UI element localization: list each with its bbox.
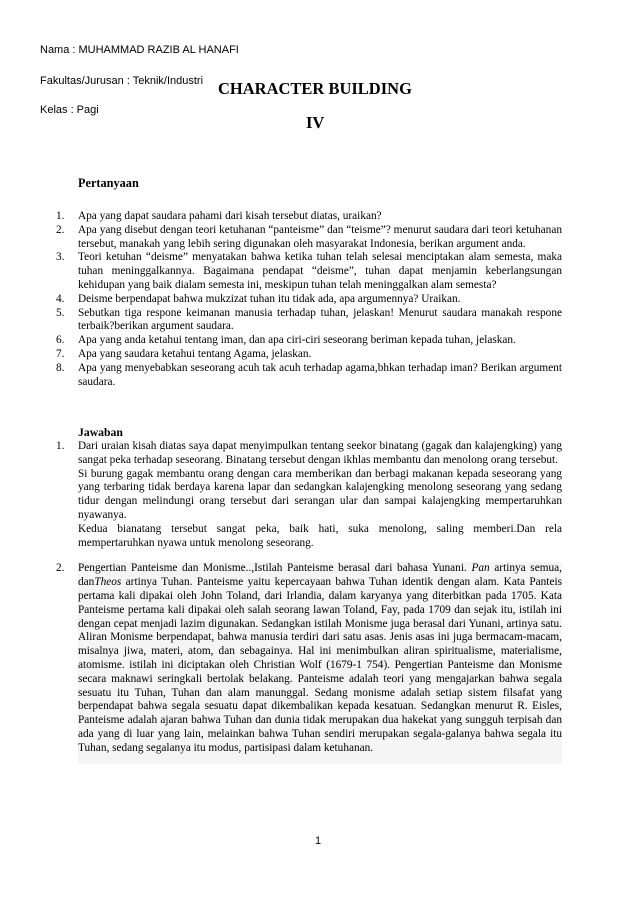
- question-item: [38, 362, 562, 390]
- answer-paragraph: [78, 562, 562, 763]
- question-item: [38, 210, 562, 224]
- question-item: [38, 348, 562, 362]
- answer-paragraph: Si burung gagak membantu orang dengan cara memberikan dan berbagi makanan kepada seseorang yang yang terbaring tidak berdaya karena lapar dan sedangkan kalajengking menolong seseorang yang sedang tidur dengan melindungi orang tersebut dari serangan ular dan sampai kalajengking mempertaruhkan nyawanya.: [78, 467, 562, 521]
- student-name: Nama : MUHAMMAD RAZIB AL HANAFI: [40, 44, 239, 56]
- answer-text: Pengertian Panteisme dan Monisme..,Istilah Panteisme berasal dari bahasa Yunani.: [78, 562, 472, 575]
- answer-paragraph: Kedua bianatang tersebut sangat peka, baik hati, suka menolong, saling memberi.Dan rela mempertaruhkan nyawa untuk menolong seseorang.: [78, 522, 562, 549]
- questions-list: [38, 210, 562, 389]
- answer-number: 1.: [56, 440, 65, 452]
- question-text: Apa yang saudara ketahui tentang Agama, jelaskan.: [78, 347, 312, 360]
- questions-heading: Pertanyaan: [78, 176, 139, 190]
- question-item: [38, 307, 562, 335]
- question-text: Sebutkan tiga respone keimanan manusia terhadap tuhan, jelaskan! Menurut saudara manakah respone terbaik?berikan argument saudara.: [78, 306, 562, 333]
- question-number: 7.: [56, 347, 65, 360]
- question-item: [38, 224, 562, 252]
- answer-term-pan: Pan: [471, 562, 490, 575]
- answers-heading: Jawaban: [78, 426, 123, 439]
- question-text: Apa yang anda ketahui tentang iman, dan apa ciri-ciri seseorang beriman kepada tuhan, jelaskan.: [78, 334, 516, 347]
- question-number: 8.: [56, 361, 65, 374]
- question-number: 2.: [56, 223, 65, 236]
- question-number: 6.: [56, 334, 65, 347]
- page-number: 1: [315, 835, 322, 847]
- answer-item: [38, 440, 562, 550]
- question-item: [38, 251, 562, 292]
- question-number: 3.: [56, 251, 65, 264]
- question-text: Deisme berpendapat bahwa mukzizat tuhan itu tidak ada, apa argumennya? Uraikan.: [78, 292, 461, 305]
- answer-text: artinya Tuhan. Panteisme yaitu kepercayaan bahwa Tuhan identik dengan alam. Kata Panteis pertama kali dipakai oleh John Toland, dari Irlandia, dalam karyanya yang diterbitkan pada 1705. Kata Panteisme pertama kali dipakai oleh salah seorang lawan Toland, Fay, pada 1709 dan sejak itu, istilah ini dengan cepat menjadi lazim digunakan. Sedangkan istilah Monisme juga berasal dari Yunani, artinya satu. Aliran Monisme berpendapat, bahwa manusia terdiri dari satu asas. Jenis asas ini juga bermacam-macam, misalnya jiwa, materi, atom, dan sebagainya. Hal ini menimbulkan aliran spiritualisme, materialisme, atomisme. istilah ini diciptakan oleh Christian Wolf (1679-1 754). Pengertian Panteisme dan Monisme secara maknawi seringkali bertolak belakang. Panteisme adalah teori yang mengajarkan bahwa segala sesuatu itu Tuhan, Tuhan dan alam manunggal. Sedang monisme adalah setiap sistem filsafat yang berpendapat bahwa segala sesuatu dapat dikembalikan kepada kesatuan. Sedangkan menurut R. Eisles, Panteisme adalah ajaran bahwa Tuhan dan dunia tidak merupakan dua hakekat yang sungguh terpisah dan ada yang di luar yang lain, melainkan bahwa Tuhan sendiri merupakan segala-galanya bahwa segala itu Tuhan, sedang segalanya itu modus, partisipasi dalam ketuhanan.: [78, 576, 562, 754]
- question-number: 1.: [56, 210, 65, 222]
- question-text: Apa yang menyebabkan seseorang acuh tak acuh terhadap agama,bhkan terhadap iman? Berikan argument saudara.: [78, 361, 562, 388]
- question-text: Apa yang disebut dengan teori ketuhanan “panteisme” dan “teisme”? menurut saudara dari teori ketuhanan tersebut, manakah yang lebih sering digunakan oleh masyarakat Indonesia, berikan argument anda.: [78, 223, 562, 250]
- question-item: [38, 334, 562, 348]
- answer-text: artinya semua, dan: [78, 562, 562, 589]
- answer-term-theos: Theos: [94, 576, 122, 589]
- question-text: Teori ketuhan “deisme” menyatakan bahwa ketika tuhan telah selesai menciptakan alam semesta, maka tuhan meninggalkannya. Bagaimana pendapat “deisme”, tuhan dapat menjamin keberlangsungan kehidupan yang baik dialam semesta ini, meskipun tuhan telah meninggalkan alam semesta?: [78, 251, 562, 291]
- class-session: Kelas : Pagi: [40, 104, 99, 116]
- question-number: 4.: [56, 292, 65, 305]
- document-title: CHARACTER BUILDING: [218, 79, 412, 98]
- answers-list: [38, 440, 562, 764]
- question-text: Apa yang dapat saudara pahami dari kisah tersebut diatas, uraikan?: [78, 210, 382, 222]
- question-item: [38, 293, 562, 307]
- document-volume: IV: [306, 113, 325, 132]
- answer-item: [38, 562, 562, 763]
- answer-number: 2.: [56, 562, 65, 575]
- answer-paragraph: Dari uraian kisah diatas saya dapat menyimpulkan tentang seekor binatang (gagak dan kalajengking) yang sangat peka terhadap seseorang. Binatang tersebut dengan ikhlas membantu dan menolong orang tersebut.: [78, 440, 562, 466]
- faculty-department: Fakultas/Jurusan : Teknik/Industri: [40, 75, 204, 87]
- question-number: 5.: [56, 306, 65, 319]
